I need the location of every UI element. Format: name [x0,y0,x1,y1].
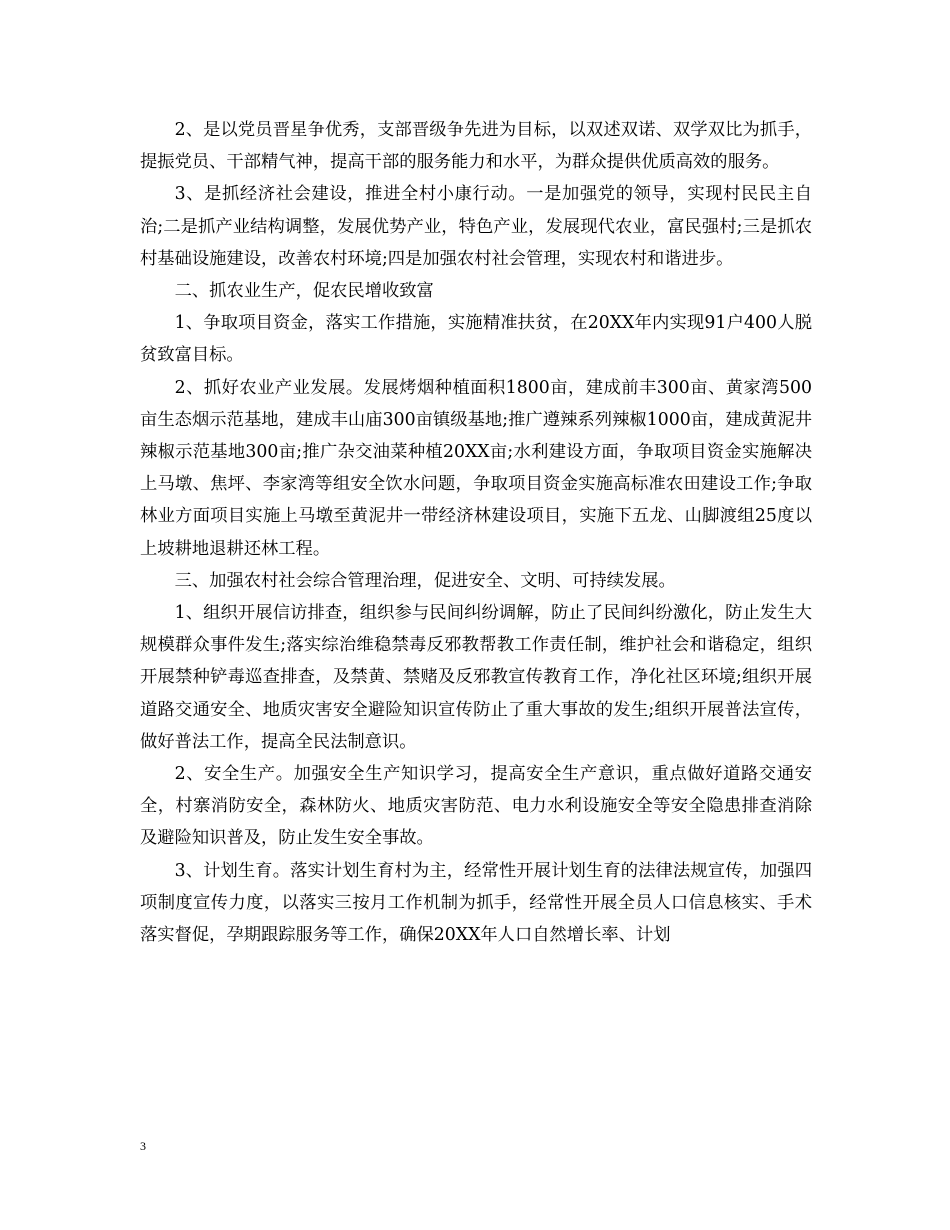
paragraph: 3、是抓经济社会建设，推进全村小康行动。一是加强党的领导，实现村民民主自治;二是抓产业结构调整，发展优势产业，特色产业，发展现代农业，富民强村;三是抓农村基础设施建设，改善农村环境;四是加强农村社会管理，实现农村和谐进步。 [140,184,812,269]
page-number: 3 [140,1139,146,1153]
paragraph: 1、组织开展信访排查，组织参与民间纠纷调解，防止了民间纠纷激化，防止发生大规模群众事件发生;落实综治维稳禁毒反邪教帮教工作责任制，维护社会和谐稳定，组织开展禁种铲毒巡查排查，及禁黄、禁赌及反邪教宣传教育工作，净化社区环境;组织开展道路交通安全、地质灾害安全避险知识宣传防止了重大事故的发生;组织开展普法宣传，做好普法工作，提高全民法制意识。 [140,603,812,752]
paragraph: 3、计划生育。落实计划生育村为主，经常性开展计划生育的法律法规宣传，加强四项制度宣传力度，以落实三按月工作机制为抓手，经常性开展全员人口信息核实、手术落实督促，孕期跟踪服务等工作，确保20XX年人口自然增长率、计划 [140,860,812,946]
section-heading: 三、加强农村社会综合管理治理，促进安全、文明、可持续发展。 [174,570,676,591]
paragraph: 1、争取项目资金，落实工作措施，实施精准扶贫，在20XX年内实现91户400人脱贫致富目标。 [140,313,812,366]
paragraph: 2、抓好农业产业发展。发展烤烟种植面积1800亩，建成前丰300亩、黄家湾500亩生态烟示范基地，建成丰山庙300亩镇级基地;推广遵辣系列辣椒1000亩，建成黄泥井辣椒示范基地300亩;推广杂交油菜种植20XX亩;水利建设方面，争取项目资金实施解决上马墩、焦坪、李家湾等组安全饮水问题，争取项目资金实施高标准农田建设工作;争取林业方面项目实施上马墩至黄泥井一带经济林建设项目，实施下五龙、山脚渡组25度以上坡耕地退耕还林工程。 [140,377,812,559]
paragraph: 2、是以党员晋星争优秀，支部晋级争先进为目标，以双述双诺、双学双比为抓手，提振党员、干部精气神，提高干部的服务能力和水平，为群众提供优质高效的服务。 [140,120,812,173]
section-heading: 二、抓农业生产，促农民增收致富 [174,281,434,302]
body-text [140,114,812,951]
paragraph: 2、安全生产。加强安全生产知识学习，提高安全生产意识，重点做好道路交通安全，村寨消防安全，森林防火、地质灾害防范、电力水利设施安全等安全隐患排查消除及避险知识普及，防止发生安全事故。 [140,764,812,849]
